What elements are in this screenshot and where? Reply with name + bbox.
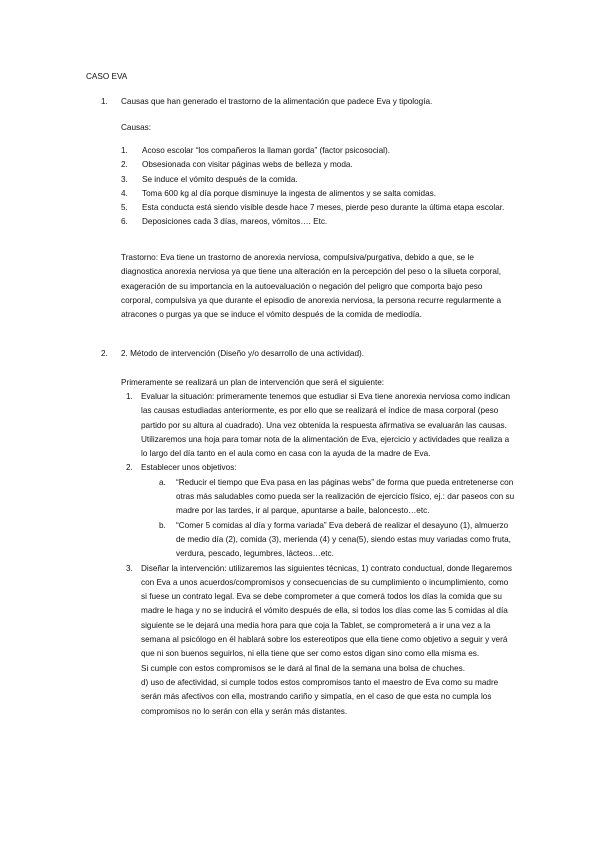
step-objectives [121, 461, 515, 561]
step-design [121, 562, 515, 719]
step-evaluate [121, 390, 515, 461]
objective-text: “Comer 5 comidas al día y forma variada” Eva deberá de realizar el desayuno (1), almuerzo de medio día (2), comida (3), merienda (4) y cena(5), siendo estas muy variadas como fruta, verdura, pescado, legumbres, lácteos…etc. [176, 520, 511, 559]
step-text-affectivity: d) uso de afectividad, si cumple todos estos compromisos tanto el maestro de Eva como su madre serán más afectivos con ella, mostrando cariño y simpatía, en el caso de que esta no cumpla los compromisos no lo serán con ella y serán más distantes. [141, 677, 499, 716]
list-item-text: Toma 600 kg al día porque disminuye la ingesta de alimentos y se salta comidas. [142, 188, 437, 198]
section-1-heading: Causas que han generado el trastorno de la alimentación que padece Eva y tipología. [121, 97, 433, 106]
list-item [121, 187, 522, 201]
objective-item [141, 519, 515, 562]
list-item [121, 215, 522, 229]
causes-list [121, 144, 522, 230]
step-number: 2. [126, 463, 133, 473]
step-text: Establecer unos objetivos: [141, 463, 237, 473]
objective-text: “Reducir el tiempo que Eva pasa en las páginas webs” de forma que pueda entretenerse con otras más saludables como pueda ser la realización de ejercicio físico, ej.: dar paseos con su madre por las tardes, ir al parque, apuntarse a baile, baloncesto…etc. [176, 477, 515, 516]
objective-letter: b. [159, 520, 166, 530]
step-text-reward: Si cumple con estos compromisos se le dará al final de la semana una bolsa de chuches. [141, 663, 466, 673]
list-item-number: 1. [121, 146, 128, 155]
objectives-list [141, 476, 515, 562]
section-2-number: 2. [101, 349, 108, 358]
intervention-steps [121, 390, 515, 719]
list-item-text: Obsesionada con visitar páginas webs de belleza y moda. [142, 160, 353, 170]
causes-label: Causas: [121, 123, 152, 132]
objective-letter: a. [159, 477, 166, 487]
list-item-text: Acoso escolar “los compañeros la llaman gorda” (factor psicosocial). [142, 146, 391, 155]
step-text: Evaluar la situación: primeramente tenemos que estudiar si Eva tiene anorexia nerviosa como indican las causas estudiadas anteriormente, es por ello que se realizará el índice de masa corporal (peso partido por su altura al cuadrado). Una vez obtenida la respuesta afirmativa se evaluarán las causas. Utilizaremos una hoja para tomar nota de la alimentación de Eva, ejercicio y actividades que realiza a lo largo del día tanto en el aula como en casa con la ayuda de la madre de Eva. [141, 392, 511, 459]
list-item [121, 158, 522, 172]
step-number: 3. [126, 563, 133, 573]
list-item [121, 201, 522, 215]
step-text: Diseñar la intervención: utilizaremos las siguientes técnicas, 1) contrato conductual, donde llegaremos con Eva a unos acuerdos/compromisos y consecuencias de su cumplimiento o incumplimiento, como si fuese un contrato legal. Eva se debe comprometer a que comerá todos los días la comida que su madre le haga y no se inducirá el vómito después de ella, si todos los días come las 5 comidas al día siguiente se le dejará una media hora para que coja la Tablet, se comprometerá a ir una vez a la semana al psicólogo en él hablará sobre los estereotipos que ella tiene como objetivo a seguir y verá que ni son buenos seguirlos, ni ella tiene que ser como estos digan sino como ella misma es. [141, 563, 512, 659]
disorder-paragraph: Trastorno: Eva tiene un trastorno de anorexia nerviosa, compulsiva/purgativa, debido a que, se le diagnostica anorexia nerviosa ya que tiene una alteración en la percepción del peso o la silueta corporal, exageración de su importancia en la autoevaluación o negación del peligro que comporta bajo peso corporal, compulsiva ya que durante el episodio de anorexia nerviosa, la persona recurre regularmente a atracones o purgas ya que se induce el vómito después de la comida de mediodía. [121, 253, 502, 320]
intervention-intro: Primeramente se realizará un plan de intervención que será el siguiente: [121, 378, 385, 387]
objective-item [141, 476, 515, 519]
section-2-heading: 2. Método de intervención (Diseño y/o desarrollo de una actividad). [121, 349, 365, 358]
document-title: CASO EVA [86, 72, 128, 81]
list-item-number: 4. [121, 188, 128, 198]
step-number: 1. [126, 392, 133, 401]
list-item-text: Esta conducta está siendo visible desde hace 7 meses, pierde peso durante la última etapa escolar. [142, 203, 505, 213]
list-item-number: 6. [121, 217, 128, 227]
list-item-number: 5. [121, 203, 128, 213]
list-item-number: 3. [121, 174, 128, 184]
list-item-text: Se induce el vómito después de la comida. [142, 174, 298, 184]
list-item-text: Deposiciones cada 3 días, mareos, vómitos…. Etc. [142, 217, 328, 227]
list-item-number: 2. [121, 160, 128, 170]
list-item [121, 173, 522, 187]
section-1-number: 1. [101, 97, 108, 106]
list-item [121, 144, 522, 158]
